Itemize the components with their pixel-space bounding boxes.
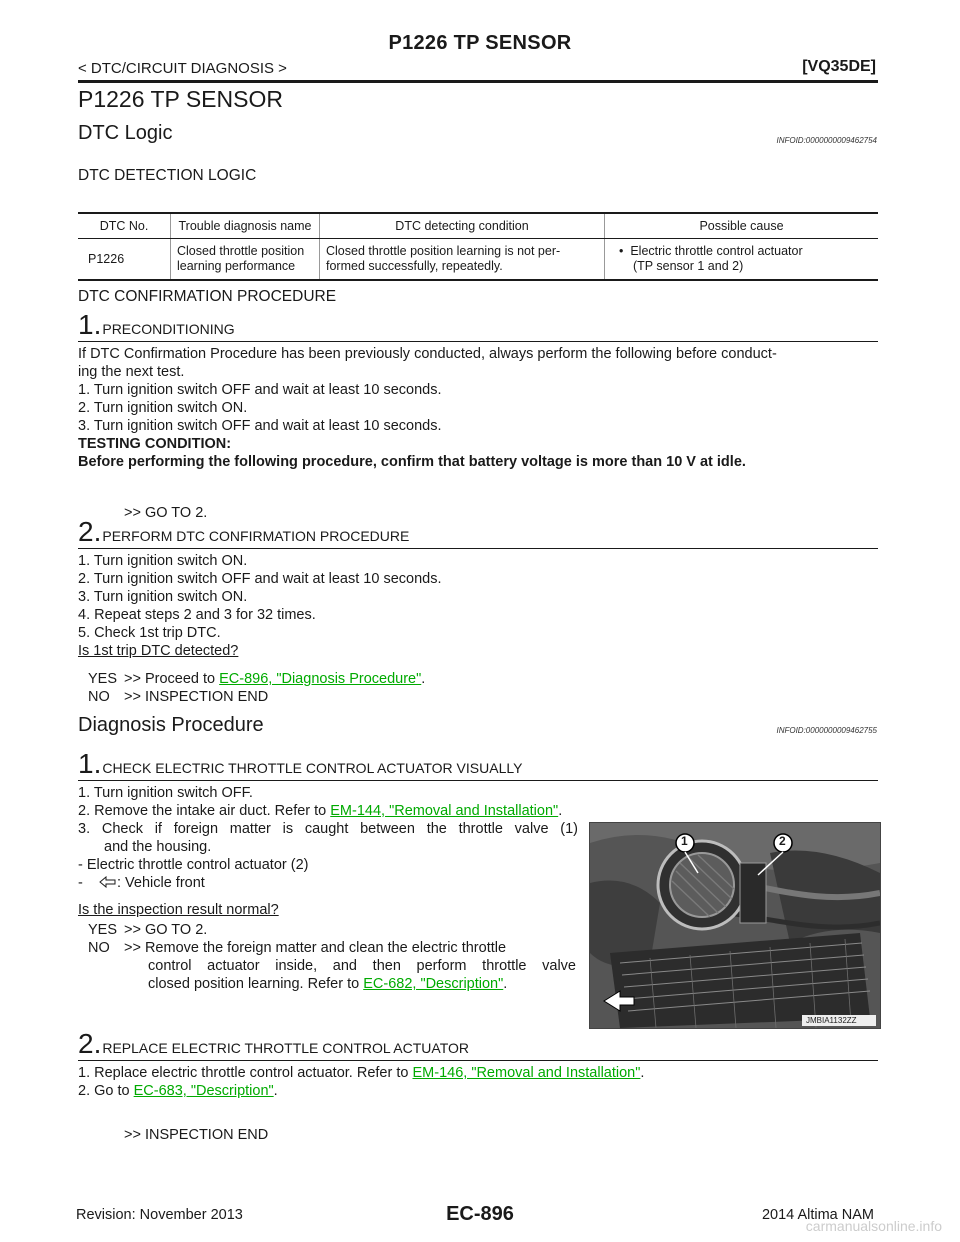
step-number: 2.	[78, 516, 102, 547]
sub-item-text: : Vehicle front	[116, 875, 205, 891]
cell-text: Closed throttle position	[177, 244, 305, 258]
diagnosis-infoid: INFOID:0000000009462755	[776, 726, 877, 735]
em-144-link[interactable]: EM-144, "Removal and Installation"	[330, 803, 559, 819]
dtc-confirmation-heading: DTC CONFIRMATION PROCEDURE	[78, 288, 337, 305]
step-rule	[78, 1060, 878, 1061]
list-item-cont: and the housing.	[104, 839, 212, 855]
question-text: Is the inspection result normal?	[78, 902, 279, 918]
diag-step-1-list	[78, 784, 562, 820]
step-rule	[78, 548, 878, 549]
list-item: 5. Check 1st trip DTC.	[78, 625, 221, 641]
conf-step-2-no-row	[88, 688, 268, 706]
no-text-cont: control actuator inside, and then perform throttle valve	[148, 958, 576, 974]
step-number: 2.	[78, 1028, 102, 1059]
conf-step-2-header	[78, 518, 409, 546]
dtc-logic-infoid: INFOID:0000000009462754	[776, 136, 877, 145]
no-text-cont-text: closed position learning. Refer to	[148, 976, 364, 992]
conf-step-2-list	[78, 552, 441, 660]
list-item: 2. Go to EC-683, "Description".	[78, 1083, 278, 1099]
list-item: 2. Turn ignition switch OFF and wait at least 10 seconds.	[78, 571, 442, 587]
step-rule	[78, 780, 878, 781]
page-title: P1226 TP SENSOR	[78, 86, 283, 112]
diagnosis-procedure-heading: Diagnosis Procedure	[78, 714, 264, 736]
list-item: 1. Replace electric throttle control actuator. Refer to EM-146, "Removal and Installation".	[78, 1065, 645, 1081]
no-text: >> INSPECTION END	[124, 689, 269, 705]
dtc-table	[78, 212, 878, 281]
yes-label: YES	[88, 922, 118, 938]
page-header-title: P1226 TP SENSOR	[388, 32, 572, 54]
figure-code: JMBIA1132ZZ	[806, 1016, 857, 1025]
cell-possible-cause	[605, 239, 879, 281]
bullet-icon: •	[619, 244, 624, 258]
conf-step-2-yes-row: YES >> Proceed to EC-896, "Diagnosis Procedure".	[88, 671, 426, 687]
testing-condition-text: Before performing the following procedure, confirm that battery voltage is more than 10 V at idle.	[78, 454, 746, 470]
arrow-left-icon	[99, 875, 117, 891]
list-item: 3. Turn ignition switch ON.	[78, 589, 248, 605]
question-text: Is 1st trip DTC detected?	[78, 643, 239, 659]
col-dtc-no: DTC No.	[78, 213, 171, 239]
diag-step-2-list	[78, 1064, 644, 1100]
cell-text: learning performance	[177, 259, 296, 273]
diag-step-1-no-row	[88, 939, 506, 957]
yes-label: YES	[88, 671, 118, 687]
throttle-actuator-photo	[589, 822, 881, 1029]
em-146-link[interactable]: EM-146, "Removal and Installation"	[412, 1065, 641, 1081]
step-number: 1.	[78, 748, 102, 779]
list-item: 3. Check if foreign matter is caught between the throttle valve (1)	[78, 821, 578, 837]
watermark: carmanualsonline.info	[805, 1218, 942, 1234]
cell-dtc-no: P1226	[78, 239, 171, 281]
cell-text: Electric throttle control actuator	[630, 244, 803, 258]
yes-text: >> Proceed to	[124, 671, 220, 687]
callout-1: 1	[681, 834, 688, 848]
testing-condition-label: TESTING CONDITION:	[78, 436, 232, 452]
page-number: EC-896	[446, 1203, 514, 1225]
ec-683-link[interactable]: EC-683, "Description"	[133, 1083, 274, 1099]
step-rule	[78, 341, 878, 342]
step-number: 1.	[78, 309, 102, 340]
list-item-text: 1. Replace electric throttle control actuator. Refer to	[78, 1065, 413, 1081]
dtc-logic-heading: DTC Logic	[78, 122, 173, 144]
diagnosis-procedure-link[interactable]: EC-896, "Diagnosis Procedure"	[219, 671, 422, 687]
diag-step-1-yes-row	[88, 921, 207, 939]
model-label: 2014 Altima NAM	[761, 1207, 874, 1223]
list-item-text: 2. Remove the intake air duct. Refer to	[78, 803, 331, 819]
step-title: REPLACE ELECTRIC THROTTLE CONTROL ACTUATOR	[102, 1040, 470, 1056]
callout-2: 2	[779, 834, 786, 848]
col-trouble-name: Trouble diagnosis name	[171, 213, 320, 239]
header-rule	[78, 80, 878, 83]
cell-text: formed successfully, repeatedly.	[326, 259, 503, 273]
dtc-table-header	[78, 213, 878, 239]
list-item: 2. Remove the intake air duct. Refer to EM-144, "Removal and Installation".	[78, 803, 563, 819]
diag-step-1-header	[78, 750, 522, 778]
table-row	[78, 239, 878, 281]
no-label: NO	[88, 689, 110, 705]
list-item: 1. Turn ignition switch OFF.	[78, 785, 253, 801]
yes-text: >> GO TO 2.	[124, 922, 208, 938]
list-item: 1. Turn ignition switch ON.	[78, 553, 248, 569]
diag-step-2-end: >> INSPECTION END	[124, 1127, 269, 1143]
engine-code: [VQ35DE]	[802, 58, 876, 75]
conf-step-1-header	[78, 311, 235, 339]
list-item-text: 2. Go to	[78, 1083, 134, 1099]
sub-item	[78, 874, 205, 892]
conf-step-1-intro	[78, 345, 777, 471]
list-item: 1. Turn ignition switch OFF and wait at least 10 seconds.	[78, 382, 442, 398]
step-title: CHECK ELECTRIC THROTTLE CONTROL ACTUATOR VISUALLY	[102, 760, 523, 776]
section-label: < DTC/CIRCUIT DIAGNOSIS >	[78, 60, 287, 77]
list-item: 4. Repeat steps 2 and 3 for 32 times.	[78, 607, 316, 623]
sub-item: - Electric throttle control actuator (2)	[78, 857, 309, 873]
step-title: PRECONDITIONING	[102, 321, 235, 337]
dash: -	[78, 875, 83, 891]
no-text: >> Remove the foreign matter and clean the electric throttle	[124, 940, 507, 956]
engine-bay-illustration-icon	[590, 823, 880, 1028]
no-text-cont: closed position learning. Refer to EC-682, "Description".	[148, 976, 508, 992]
text-line: ing the next test.	[78, 364, 185, 380]
list-item: 2. Turn ignition switch ON.	[78, 400, 248, 416]
cell-text: Closed throttle position learning is not per-	[326, 244, 561, 258]
cell-trouble-name	[171, 239, 320, 281]
revision-date: Revision: November 2013	[76, 1207, 243, 1223]
no-label: NO	[88, 940, 110, 956]
cell-text: (TP sensor 1 and 2)	[633, 259, 744, 273]
step-title: PERFORM DTC CONFIRMATION PROCEDURE	[102, 528, 410, 544]
ec-682-link[interactable]: EC-682, "Description"	[363, 976, 504, 992]
cell-detecting-condition	[320, 239, 605, 281]
col-possible-cause: Possible cause	[605, 213, 879, 239]
col-detecting-condition: DTC detecting condition	[320, 213, 605, 239]
dtc-detection-logic-heading: DTC DETECTION LOGIC	[78, 167, 257, 184]
list-item: 3. Turn ignition switch OFF and wait at least 10 seconds.	[78, 418, 442, 434]
conf-step-1-goto: >> GO TO 2.	[124, 505, 208, 521]
diag-step-2-header	[78, 1030, 469, 1058]
text-line: If DTC Confirmation Procedure has been previously conducted, always perform the following before conduct-	[78, 346, 777, 362]
